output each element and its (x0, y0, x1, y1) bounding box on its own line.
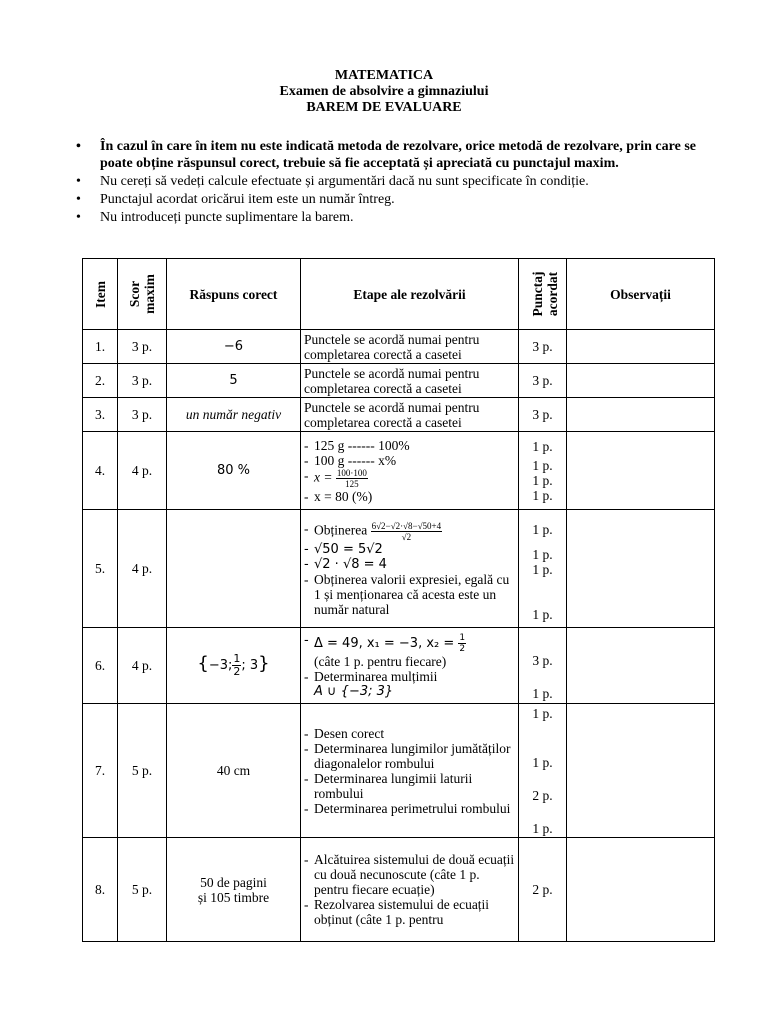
table-row (83, 510, 715, 628)
grading-table (82, 258, 715, 942)
item-number: 8. (83, 838, 118, 942)
header-notes: Observații (567, 259, 715, 330)
correct-answer: 80 % (167, 432, 301, 510)
solution-steps (301, 510, 519, 628)
correct-answer: 5 (167, 364, 301, 398)
awarded-points: 1 p. 1 p. 1 p. 1 p. (519, 510, 567, 628)
subject-title: MATEMATICA (334, 68, 434, 83)
correct-answer: {−3; $\frac{1}{2}$ ; 3} (167, 628, 301, 704)
table-row (83, 432, 715, 510)
item-number: 5. (83, 510, 118, 628)
notes-cell[interactable] (567, 704, 715, 838)
correct-answer: −6 (167, 330, 301, 364)
table-row (83, 704, 715, 838)
item-number: 3. (83, 398, 118, 432)
correct-answer (167, 510, 301, 628)
item-number: 2. (83, 364, 118, 398)
table-row (83, 330, 715, 364)
notes-cell[interactable] (567, 398, 715, 432)
header-steps: Etape ale rezolvării (301, 259, 519, 330)
awarded-points: 1 p. 1 p. 1 p. 1 p. (519, 432, 567, 510)
max-score: 3 p. (118, 364, 167, 398)
max-score: 4 p. (118, 510, 167, 628)
item-number: 4. (83, 432, 118, 510)
notes-cell[interactable] (567, 364, 715, 398)
step-line: - Determinarea lungimilor jumătăților diagonalelor rombului (304, 740, 511, 771)
step-line: - √50 = 5√2 (304, 541, 383, 557)
step-line: - Obținerea valorii expresiei, egală cu 1 și menționarea că acesta este un număr natural (304, 571, 510, 617)
step-line: - Obținerea $\frac{6√2-√2\cdot√8-√50+4}{√2}$ (304, 520, 442, 542)
solution-steps (301, 432, 519, 510)
correct-answer: 50 de pagini și 105 timbre (167, 838, 301, 942)
header-score: Scor maxim (118, 259, 167, 330)
item-number: 1. (83, 330, 118, 364)
notes-cell[interactable] (567, 838, 715, 942)
item-number: 6. (83, 628, 118, 704)
step-line: - x = 80 (%) (304, 488, 373, 504)
table-header-row (83, 259, 715, 330)
solution-steps (301, 704, 519, 838)
table-row (83, 628, 715, 704)
instruction-item: • Punctajul acordat oricărui item este un număr întreg. (76, 192, 395, 207)
max-score: 5 p. (118, 704, 167, 838)
instruction-item: • Nu introduceți puncte suplimentare la barem. (76, 210, 354, 225)
document-header (0, 68, 768, 116)
max-score: 4 p. (118, 628, 167, 704)
bullet-icon: • (76, 210, 81, 225)
awarded-points: 3 p. (519, 330, 567, 364)
max-score: 3 p. (118, 398, 167, 432)
instruction-item: • În cazul în care în item nu este indicată metoda de rezolvare, orice metodă de rezolvare, prin care se poate obține răspunsul corect, trebuie să fie acceptată și apreciată cu punctajul maxim. (76, 139, 696, 171)
notes-cell[interactable] (567, 432, 715, 510)
max-score: 4 p. (118, 432, 167, 510)
step-line: - Determinarea mulțimii (304, 668, 438, 684)
step-line: - x = $\frac{100\cdot 100}{125}$ (304, 467, 367, 489)
notes-cell[interactable] (567, 330, 715, 364)
document-title: BAREM DE EVALUARE (306, 100, 462, 115)
awarded-points: 3 p. 1 p. (519, 628, 567, 704)
header-answer: Răspuns corect (167, 259, 301, 330)
max-score: 5 p. (118, 838, 167, 942)
bullet-icon: • (76, 139, 81, 154)
fraction: $\frac{6√2-√2\cdot√8-√50+4}{√2}$ (371, 520, 442, 542)
exam-title: Examen de absolvire a gimnaziului (279, 84, 489, 99)
step-line: - 125 g ------ 100% (304, 437, 410, 453)
table-row (83, 838, 715, 942)
awarded-points: 1 p. 1 p. 2 p. 1 p. (519, 704, 567, 838)
correct-answer: 40 cm (167, 704, 301, 838)
fraction: $\frac{100\cdot 100}{125}$ (336, 467, 367, 489)
bullet-icon: • (76, 192, 81, 207)
table-row (83, 364, 715, 398)
instructions-list (76, 138, 696, 227)
solution-steps: Punctele se acordă numai pentru completarea corectă a casetei (301, 398, 519, 432)
step-line: - 100 g ------ x% (304, 452, 397, 468)
header-awarded: Punctaj acordat (519, 259, 567, 330)
step-line: (câte 1 p. pentru fiecare) (314, 653, 447, 669)
header-item: Item (83, 259, 118, 330)
step-line: - Determinarea lungimii laturii rombului (304, 770, 473, 801)
instruction-item: • Nu cereți să vedeți calcule efectuate și argumentări dacă nu sunt specificate în condiție. (76, 174, 589, 189)
awarded-points: 3 p. (519, 364, 567, 398)
item-number: 7. (83, 704, 118, 838)
table-row (83, 398, 715, 432)
solution-steps (301, 628, 519, 704)
notes-cell[interactable] (567, 510, 715, 628)
step-line: A ∪ {−3; 3} (314, 683, 394, 699)
solution-steps: Punctele se acordă numai pentru completarea corectă a casetei (301, 330, 519, 364)
awarded-points: 3 p. (519, 398, 567, 432)
awarded-points: 2 p. (519, 838, 567, 942)
step-line: - Δ = 49, x₁ = −3, x₂ = $\frac{1}{2}$ (304, 632, 466, 654)
step-line: - Alcătuirea sistemului de două ecuații cu două necunoscute (câte 1 p. pentru fiecare ecuație) (304, 852, 515, 897)
step-line: - Determinarea perimetrului rombului (304, 800, 511, 816)
notes-cell[interactable] (567, 628, 715, 704)
solution-steps (301, 838, 519, 942)
bullet-icon: • (76, 174, 81, 189)
max-score: 3 p. (118, 330, 167, 364)
solution-steps: Punctele se acordă numai pentru completarea corectă a casetei (301, 364, 519, 398)
step-line: - Desen corect (304, 725, 385, 741)
step-line: - Rezolvarea sistemului de ecuații obținut (câte 1 p. pentru (304, 897, 490, 927)
step-line: - √2 · √8 = 4 (304, 556, 387, 572)
correct-answer: un număr negativ (167, 398, 301, 432)
